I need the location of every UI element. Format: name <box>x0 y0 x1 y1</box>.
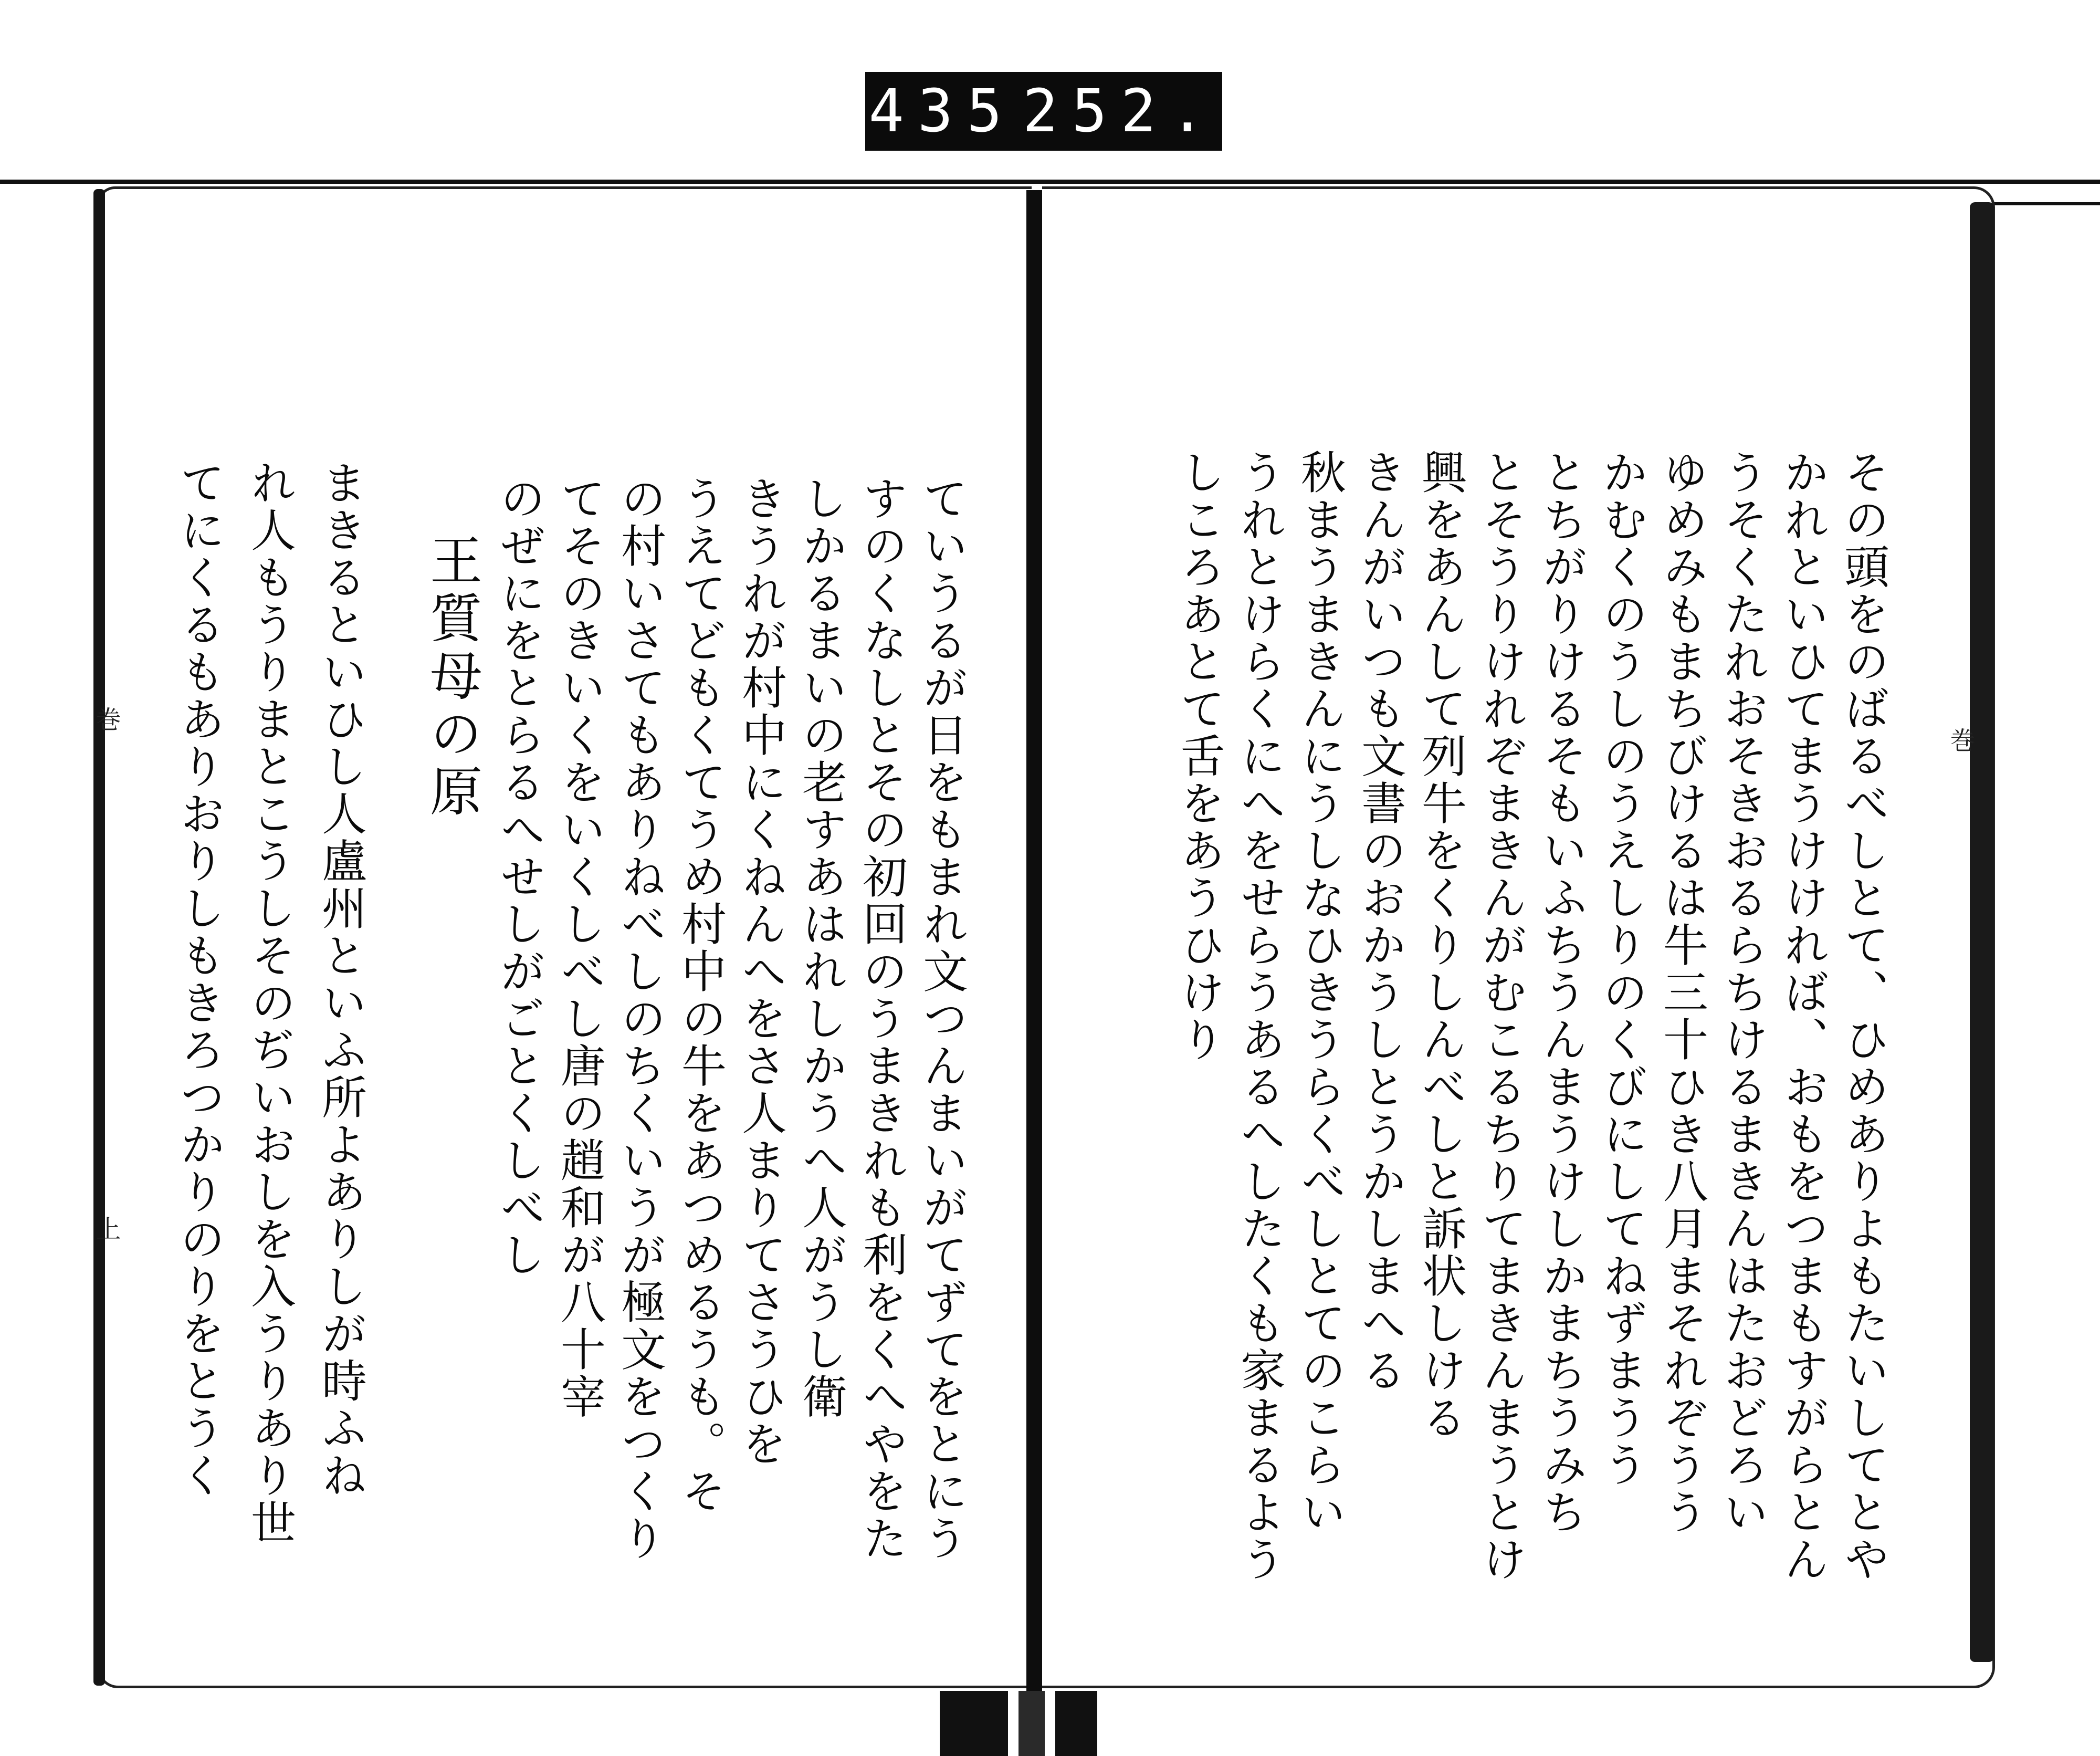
right-page-edge <box>1970 202 1994 1662</box>
right-margin-mark-top: 巻 <box>1946 727 1975 752</box>
right-page-line: かむくのうしのうえしりのくびにしてねずまうう <box>1595 449 1647 1489</box>
left-page-line: うえてどもくてうめ村中の牛をあつめるうも。そ <box>674 475 726 1515</box>
right-page-line: とそうりけれぞまきんがむこるちりてまきんまうとけ <box>1474 449 1527 1583</box>
bottom-tab <box>940 1691 1008 1756</box>
left-page-edge <box>93 189 105 1686</box>
scan-top-rule <box>0 180 2100 184</box>
left-margin-mark-mid: 上 <box>91 1216 121 1241</box>
left-page-line: きうれが村中にくねんへをさ人まりてさうひを <box>734 475 786 1468</box>
right-page-line: 秋まうまきんにうしなひきうらくべしとてのこらい <box>1293 449 1346 1536</box>
scan-right-rule <box>1984 202 2100 205</box>
right-page-line: その頭をのばるべしとて、ひめありよもたいしてとや <box>1836 449 1889 1583</box>
left-margin-mark-top: 巻 <box>91 706 121 731</box>
right-page-line: 興をあんして列牛をくりしんべしと訴状しける <box>1414 449 1466 1441</box>
left-page-line: の村いさてもありねべしのちくいうが極文をつくり <box>613 475 666 1562</box>
archive-label <box>865 72 1222 151</box>
right-page-line: とちがりけるそもいふちうんまうけしかまちうみち <box>1535 449 1587 1536</box>
bottom-tab <box>1018 1691 1045 1756</box>
archive-number-right: 252. <box>1022 77 1219 145</box>
book-spine <box>1026 190 1042 1713</box>
left-page-line: すのくなしとその初回のうまきれも利をくへやをた <box>855 475 907 1562</box>
left-page-line: のぜにをとらるへせしがごとくしべし <box>492 475 545 1279</box>
right-page-line: うそくたれおそきおるらちけるまきんはたおどろい <box>1716 449 1768 1536</box>
left-page-line: ていうるが日をもまれ文つんまいがてずてをとにう <box>915 475 968 1562</box>
bottom-tab <box>1055 1691 1097 1756</box>
left-page-line: てにくるもありおりしもきろつかりのりをとうく <box>172 459 225 1499</box>
left-page-line: しかるまいの老すあはれしかうへ人がうし衛 <box>794 475 847 1420</box>
right-page-line: かれといひてまうけければ、おもをつまもすがらとん <box>1776 449 1829 1583</box>
right-page-line: うれとけらくにへをせらうあるへしたくも家まるよう <box>1233 449 1285 1583</box>
left-page-line: れ人もうりまとこうしそのぢいおしを入うりあり世 <box>243 459 296 1546</box>
right-page-line: きんがいつも文書のおかうしとうかしまへる <box>1353 449 1406 1394</box>
left-page-line: てそのきいくをいくしべし唐の趙和が八十宰 <box>553 475 605 1420</box>
section-heading: 王質母の原 <box>421 533 482 822</box>
archive-number-left: 435 <box>868 77 1016 145</box>
right-page-line: しころあとて舌をあうひけり <box>1172 449 1225 1063</box>
right-page-line: ゆめみもまちびけるは牛三十ひき八月まそれぞうう <box>1655 449 1708 1536</box>
left-page-line: まきるといひし人盧州といふ所よありしが時ふね <box>314 459 366 1499</box>
